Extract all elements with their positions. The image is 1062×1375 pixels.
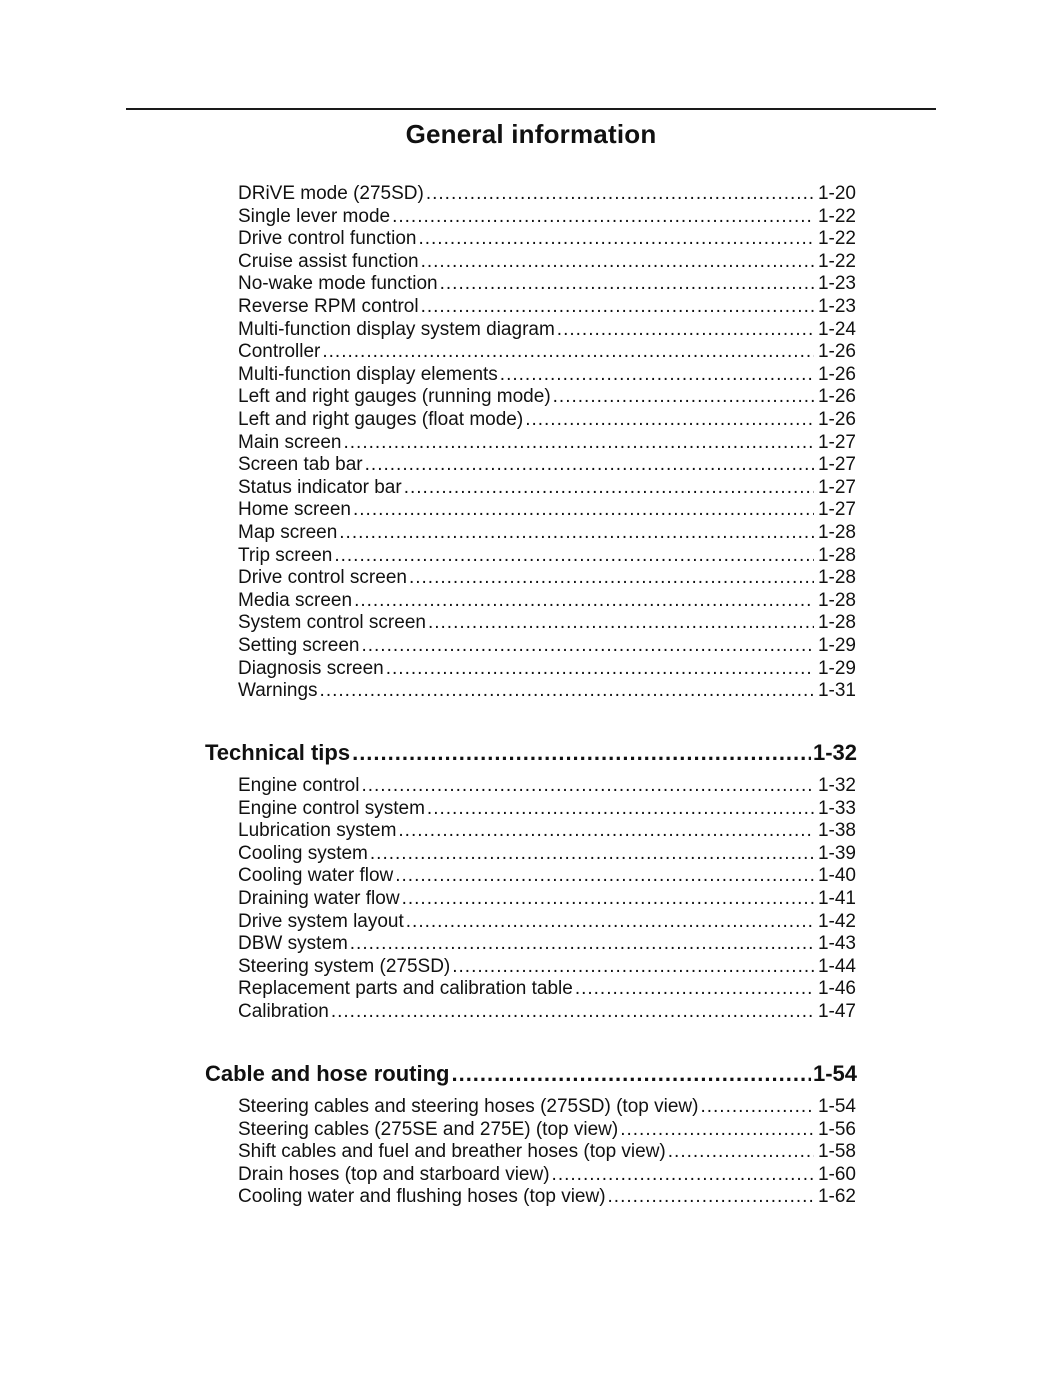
toc-entry-page-number: 1-28 (817, 612, 856, 633)
toc-entry-page-number: 1-29 (817, 635, 856, 656)
dot-leader (575, 977, 814, 1000)
toc-entry-page-number: 1-27 (817, 432, 856, 453)
toc-entry-label: Left and right gauges (running mode) (238, 386, 551, 407)
dot-leader (418, 227, 814, 250)
toc-entry[interactable] (238, 774, 856, 797)
toc-entry[interactable] (238, 566, 856, 589)
toc-entry[interactable] (238, 250, 856, 273)
toc-entry-label: Drive control screen (238, 567, 407, 588)
toc-entry-page-number: 1-33 (817, 798, 856, 819)
toc-entry[interactable] (238, 205, 856, 228)
dot-leader (353, 498, 814, 521)
toc-entry-page-number: 1-26 (817, 409, 856, 430)
toc-entry-page-number: 1-26 (817, 386, 856, 407)
header-rule (126, 108, 936, 110)
toc-entry-label: Screen tab bar (238, 454, 363, 475)
toc-entry[interactable] (238, 498, 856, 521)
toc-entry[interactable] (238, 634, 856, 657)
toc-entry-label: Engine control system (238, 798, 425, 819)
toc-entry-page-number: 1-42 (817, 911, 856, 932)
toc-entry[interactable] (238, 1185, 856, 1208)
toc-entry[interactable] (238, 955, 856, 978)
toc-entry-page-number: 1-26 (817, 364, 856, 385)
toc-entry-page-number: 1-28 (817, 590, 856, 611)
toc-entry-label: Calibration (238, 1001, 329, 1022)
toc-entry[interactable] (238, 1163, 856, 1186)
toc-entry-page-number: 1-23 (817, 273, 856, 294)
toc-entry-page-number: 1-60 (817, 1164, 856, 1185)
toc-entry-page-number: 1-31 (817, 680, 856, 701)
toc-entry[interactable] (238, 1140, 856, 1163)
dot-leader (525, 408, 814, 431)
toc-entry-page-number: 1-58 (817, 1141, 856, 1162)
toc-entry[interactable] (238, 589, 856, 612)
toc-entry-label: Steering system (275SD) (238, 956, 451, 977)
toc-entry[interactable] (238, 611, 856, 634)
toc-entry-label: Replacement parts and calibration table (238, 978, 573, 999)
toc-entry-label: Steering cables and steering hoses (275SD) (top view) (238, 1096, 699, 1117)
toc-entry-page-number: 1-32 (817, 775, 856, 796)
toc-entry-page-number: 1-22 (817, 206, 856, 227)
dot-leader (426, 182, 814, 205)
dot-leader (620, 1118, 814, 1141)
toc-entry-page-number: 1-22 (817, 228, 856, 249)
dot-leader (451, 1060, 810, 1088)
dot-leader (320, 679, 814, 702)
toc-entry-label: DBW system (238, 933, 348, 954)
toc-entry-page-number: 1-24 (817, 319, 856, 340)
toc-entry[interactable] (238, 679, 856, 702)
dot-leader (421, 250, 814, 273)
toc-entry-page-number: 1-27 (817, 499, 856, 520)
toc-entry[interactable] (238, 864, 856, 887)
toc-entry-label: Home screen (238, 499, 351, 520)
toc-entry-label: DRiVE mode (275SD) (238, 183, 424, 204)
toc-heading-label: Cable and hose routing (205, 1061, 450, 1086)
toc-entry-label: Drive system layout (238, 911, 404, 932)
toc-entry[interactable] (238, 272, 856, 295)
toc-entry-label: Media screen (238, 590, 353, 611)
toc-entry-label: Warnings (238, 680, 318, 701)
toc-entry-label: Main screen (238, 432, 342, 453)
toc-heading-page-number: 1-32 (812, 740, 857, 765)
toc-entry-label: Trip screen (238, 545, 333, 566)
toc-entry-page-number: 1-27 (817, 477, 856, 498)
toc-entry-page-number: 1-54 (817, 1096, 856, 1117)
dot-leader (361, 634, 814, 657)
dot-leader (500, 363, 814, 386)
dot-leader (608, 1185, 814, 1208)
toc-entry-label: Steering cables (275SE and 275E) (top view) (238, 1119, 619, 1140)
dot-leader (322, 340, 814, 363)
toc-entry-page-number: 1-39 (817, 843, 856, 864)
toc-entry[interactable] (238, 819, 856, 842)
dot-leader (334, 544, 814, 567)
dot-leader (344, 431, 815, 454)
dot-leader (350, 932, 814, 955)
toc-entry-label: Controller (238, 341, 321, 362)
toc-entry-label: Map screen (238, 522, 338, 543)
toc-entry-label: No-wake mode function (238, 273, 438, 294)
dot-leader (440, 272, 814, 295)
toc-entry-label: Drain hoses (top and starboard view) (238, 1164, 550, 1185)
dot-leader (392, 205, 814, 228)
toc-entry-label: Draining water flow (238, 888, 400, 909)
toc-entry-label: Cooling water and flushing hoses (top view) (238, 1186, 606, 1207)
toc-entry-label: Shift cables and fuel and breather hoses (top view) (238, 1141, 666, 1162)
dot-leader (409, 566, 814, 589)
dot-leader (668, 1140, 814, 1163)
toc-entry-page-number: 1-28 (817, 522, 856, 543)
toc-section-heading[interactable] (205, 739, 857, 767)
dot-leader (552, 1163, 814, 1186)
toc-entry[interactable] (238, 295, 856, 318)
toc-entry-label: Single lever mode (238, 206, 391, 227)
toc-entry[interactable] (238, 1095, 856, 1118)
toc-entry-label: Multi-function display elements (238, 364, 498, 385)
toc-entry[interactable] (238, 476, 856, 499)
toc-entry-label: Drive control function (238, 228, 417, 249)
toc-entry-page-number: 1-26 (817, 341, 856, 362)
toc-entry[interactable] (238, 227, 856, 250)
toc-entry-page-number: 1-40 (817, 865, 856, 886)
toc-entry-page-number: 1-62 (817, 1186, 856, 1207)
toc-entry-page-number: 1-47 (817, 1001, 856, 1022)
toc-entry[interactable] (238, 363, 856, 386)
toc-entry[interactable] (238, 521, 856, 544)
toc-entry-page-number: 1-38 (817, 820, 856, 841)
toc-entry-page-number: 1-46 (817, 978, 856, 999)
toc-entry[interactable] (238, 1118, 856, 1141)
dot-leader (406, 910, 814, 933)
toc-entry[interactable] (238, 182, 856, 205)
toc-entry[interactable] (238, 408, 856, 431)
toc-entry[interactable] (238, 932, 856, 955)
dot-leader (370, 842, 814, 865)
dot-leader (398, 819, 814, 842)
dot-leader (452, 955, 814, 978)
toc-entry-label: Reverse RPM control (238, 296, 419, 317)
toc-entry-label: Cooling system (238, 843, 368, 864)
toc-entry[interactable] (238, 318, 856, 341)
toc-entry-page-number: 1-41 (817, 888, 856, 909)
toc-section-heading[interactable] (205, 1060, 857, 1088)
toc-entry[interactable] (238, 977, 856, 1000)
dot-leader (404, 476, 814, 499)
dot-leader (427, 797, 814, 820)
toc-entry[interactable] (238, 431, 856, 454)
toc-entry-page-number: 1-28 (817, 545, 856, 566)
toc-entry-label: Multi-function display system diagram (238, 319, 555, 340)
toc-entry-label: Cooling water flow (238, 865, 394, 886)
dot-leader (386, 657, 814, 680)
toc-entry-page-number: 1-22 (817, 251, 856, 272)
toc-entry-page-number: 1-29 (817, 658, 856, 679)
toc-entry-page-number: 1-20 (817, 183, 856, 204)
dot-leader (361, 774, 814, 797)
toc-entry-page-number: 1-28 (817, 567, 856, 588)
toc-entry-page-number: 1-43 (817, 933, 856, 954)
toc-entry[interactable] (238, 797, 856, 820)
toc-entry[interactable] (238, 544, 856, 567)
toc-entry[interactable] (238, 887, 856, 910)
toc-entry[interactable] (238, 453, 856, 476)
toc-entry-page-number: 1-23 (817, 296, 856, 317)
dot-leader (428, 611, 814, 634)
toc-entry[interactable] (238, 657, 856, 680)
toc-entry-label: Lubrication system (238, 820, 397, 841)
dot-leader (553, 385, 814, 408)
dot-leader (421, 295, 814, 318)
dot-leader (339, 521, 814, 544)
dot-leader (352, 739, 811, 767)
dot-leader (354, 589, 814, 612)
toc-heading-label: Technical tips (205, 740, 351, 765)
toc-entry[interactable] (238, 842, 856, 865)
dot-leader (331, 1000, 814, 1023)
toc-entry-label: Setting screen (238, 635, 360, 656)
dot-leader (557, 318, 814, 341)
toc-heading-page-number: 1-54 (812, 1061, 857, 1086)
toc-entry-label: Left and right gauges (float mode) (238, 409, 524, 430)
dot-leader (700, 1095, 814, 1118)
toc-entry[interactable] (238, 340, 856, 363)
toc-entry-label: Cruise assist function (238, 251, 419, 272)
toc-entry-label: Diagnosis screen (238, 658, 384, 679)
toc-entry-label: Engine control (238, 775, 360, 796)
toc-entry-label: System control screen (238, 612, 426, 633)
dot-leader (402, 887, 814, 910)
page-title: General information (405, 119, 657, 149)
dot-leader (365, 453, 814, 476)
toc-entry[interactable] (238, 1000, 856, 1023)
dot-leader (395, 864, 814, 887)
toc-entry-page-number: 1-44 (817, 956, 856, 977)
toc-entry[interactable] (238, 385, 856, 408)
toc-entry-page-number: 1-27 (817, 454, 856, 475)
toc-entry-label: Status indicator bar (238, 477, 402, 498)
toc-entry[interactable] (238, 910, 856, 933)
toc-entry-page-number: 1-56 (817, 1119, 856, 1140)
